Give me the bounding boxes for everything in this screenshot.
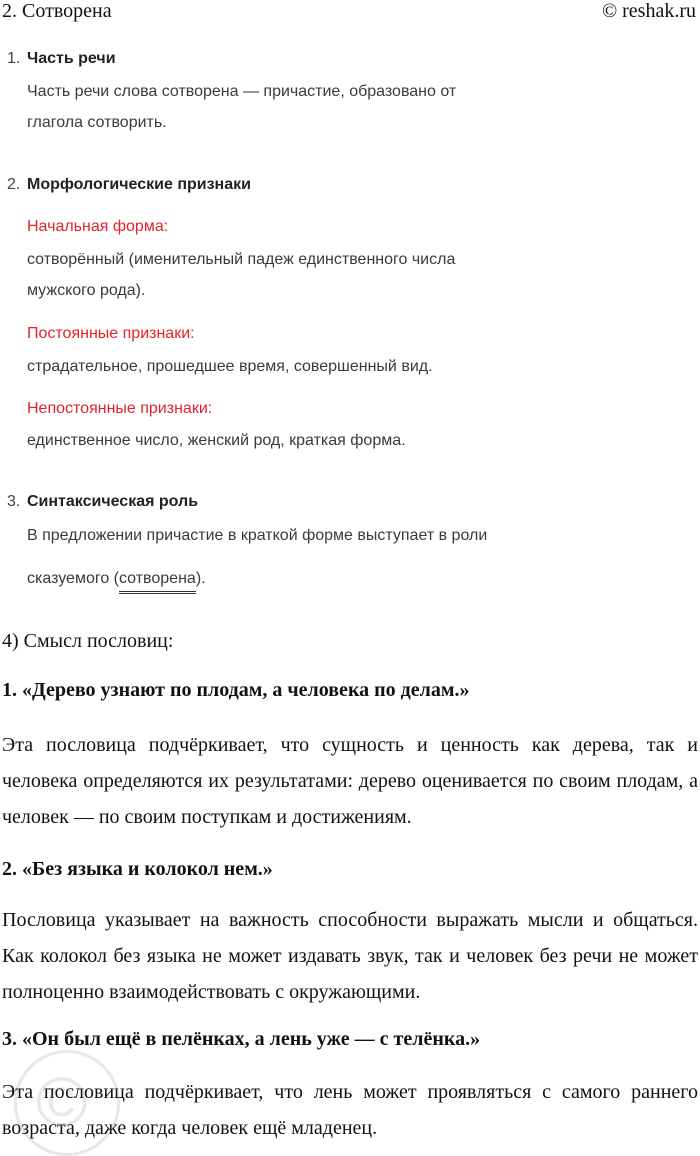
- section-text: В предложении причастие в краткой форме выступает в роли: [27, 527, 488, 544]
- section-text: Часть речи слова сотворена — причастие, образовано от глагола сотворить.: [27, 83, 457, 131]
- section-title: Морфологические признаки: [27, 176, 251, 193]
- page-header: [0, 0, 700, 26]
- section-title: Часть речи: [27, 50, 116, 67]
- section-number: 1.: [7, 50, 21, 67]
- proverb-3-title: 3. «Он был ещё в пелёнках, а лень уже — с телёнка.»: [2, 1028, 481, 1050]
- constant-features-text: страдательное, прошедшее время, совершенный вид.: [27, 358, 433, 375]
- initial-form-text: сотворённый (именительный падеж единственного числа мужского рода).: [27, 251, 456, 299]
- section-title: Синтаксическая роль: [27, 493, 199, 510]
- copyright: © reshak.ru: [601, 0, 696, 22]
- task-title: 2. Сотворена: [2, 0, 112, 22]
- variable-features-label: Непостоянные признаки:: [27, 400, 213, 417]
- proverb-1-title: 1. «Дерево узнают по плодам, а человека по делам.»: [2, 679, 470, 701]
- section-text-2: сказуемого (сотворена).: [27, 563, 587, 594]
- watermark-copyright-icon: ©: [36, 1063, 88, 1141]
- proverbs-heading: 4) Смысл пословиц:: [2, 630, 174, 652]
- initial-form-label: Начальная форма:: [27, 218, 169, 235]
- proverb-2-text: Пословица указывает на важность способности выражать мысли и общаться. Как колокол без языка не может издавать звук, так и человек без речи не может полноценно взаимодействовать с окружающими.: [2, 909, 698, 1003]
- section-number: 2.: [7, 176, 21, 193]
- section-number: 3.: [7, 493, 21, 510]
- variable-features-text: единственное число, женский род, краткая форма.: [27, 432, 406, 449]
- proverb-3-text: Эта пословица подчёркивает, что лень может проявляться с самого раннего возраста, даже когда человек ещё младенец.: [2, 1081, 698, 1139]
- predicate-underlined-word: сотворена: [119, 570, 196, 594]
- proverb-1-text: Эта пословица подчёркивает, что сущность и ценность как дерева, так и человека определяются их результатами: дерево оценивается по своим плодам, а человек — по своим поступкам и достижениям.: [2, 734, 698, 828]
- constant-features-label: Постоянные признаки:: [27, 325, 195, 342]
- proverb-2-title: 2. «Без языка и колокол нем.»: [2, 858, 273, 880]
